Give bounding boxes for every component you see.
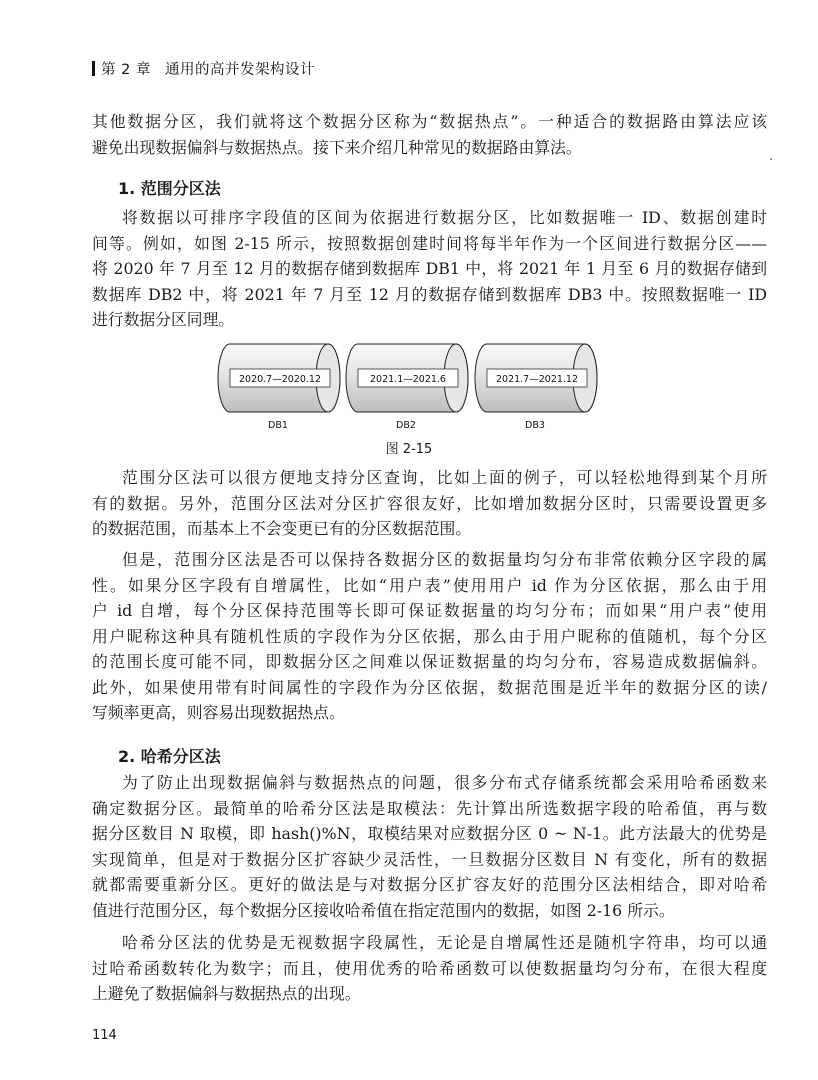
db3-name-label: DB3	[525, 420, 545, 431]
figure-caption: 图 2-15	[385, 442, 433, 457]
text-line: 值进行范围分区，每个数据分区接收哈希值在指定范围内的数据，如图 2-16 所示。	[92, 900, 675, 920]
text-line: 确定数据分区。最简单的哈希分区法是取模法：先计算出所选数据字段的哈希值，再与数	[92, 798, 767, 818]
range-paragraph-1	[92, 205, 767, 333]
database-cylinder-db3	[475, 344, 597, 431]
text-line: 将 2020 年 7 月至 12 月的数据存储到数据库 DB1 中，将 2021 年 1 月至 6 月的数据存储到	[92, 259, 767, 278]
range-paragraph-2	[92, 465, 767, 542]
text-line: 数据库 DB2 中，将 2021 年 7 月至 12 月的数据存储到数据库 DB3 中。按照数据唯一 ID	[92, 284, 767, 304]
range-paragraph-3	[92, 547, 767, 726]
header-bar	[92, 61, 95, 76]
running-header	[92, 58, 315, 79]
text-line: 间等。例如，如图 2-15 所示，按照数据创建时间将每半年作为一个区间进行数据分区——	[92, 233, 767, 253]
intro-paragraph	[92, 109, 767, 160]
text-line: 上避免了数据偏斜与数据热点的出现。	[92, 984, 361, 1003]
text-line: 为了防止出现数据偏斜与数据热点的问题，很多分布式存储系统都会采用哈希函数来	[122, 773, 767, 792]
text-line: 有的数据。另外，范围分区法对分区扩容很友好，比如增加数据分区时，只需要设置更多	[92, 493, 767, 513]
text-line: 的范围长度可能不同，即数据分区之间难以保证数据量的均匀分布，容易造成数据偏斜。	[92, 652, 767, 671]
database-cylinder-db2	[346, 344, 468, 431]
text-line: 户 id 自增，每个分区保持范围等长即可保证数据量的均匀分布；而如果“用户表”使用	[92, 601, 767, 620]
text-line: 的数据范围，而基本上不会变更已有的分区数据范围。	[92, 519, 472, 538]
text-line: 过哈希函数转化为数字；而且，使用优秀的哈希函数可以使数据量均匀分布，在很大程度	[92, 958, 767, 978]
scan-speck	[770, 158, 772, 160]
section-heading-hash: 2. 哈希分区法	[118, 747, 221, 766]
text-line: 性。如果分区字段有自增属性，比如“用户表”使用用户 id 作为分区依据，那么由于用	[92, 575, 767, 595]
text-line: 写频率更高，则容易出现数据热点。	[92, 703, 345, 722]
db1-name-label: DB1	[268, 420, 288, 431]
text-line: 据分区数目 N 取模，即 hash()%N，取模结果对应数据分区 0 ~ N-1。此方法最大的优势是	[92, 824, 767, 843]
section-heading-range: 1. 范围分区法	[118, 179, 221, 198]
hash-paragraph-2	[92, 930, 767, 1007]
text-line: 将数据以可排序字段值的区间为依据进行数据分区，比如数据唯一 ID、数据创建时	[122, 208, 767, 227]
db2-name-label: DB2	[396, 420, 416, 431]
text-line: 进行数据分区同理。	[92, 310, 235, 329]
text-line: 用户昵称这种具有随机性质的字段作为分区依据，那么由于用户昵称的值随机，每个分区	[92, 626, 767, 646]
hash-paragraph-1	[92, 770, 767, 923]
text-line: 实现简单，但是对于数据分区扩容缺少灵活性，一旦数据分区数目 N 有变化，所有的数据	[92, 849, 767, 869]
text-line: 此外，如果使用带有时间属性的字段作为分区依据，数据范围是近半年的数据分区的读/	[92, 677, 767, 697]
text-line: 范围分区法可以很方便地支持分区查询，比如上面的例子，可以轻松地得到某个月所	[122, 468, 767, 487]
page-number: 114	[92, 1028, 117, 1043]
figure-2-15-diagram	[200, 342, 620, 452]
intro-line: 避免出现数据偏斜与数据热点。接下来介绍几种常见的数据路由算法。	[92, 137, 582, 157]
intro-line: 其他数据分区，我们就将这个数据分区称为“数据热点”。一种适合的数据路由算法应该	[92, 112, 767, 131]
db1-range-label: 2020.7—2020.12	[238, 374, 322, 385]
chapter-number: 第 2 章	[101, 62, 151, 78]
db2-range-label: 2021.1—2021.6	[370, 374, 446, 385]
database-cylinder-db1	[218, 344, 340, 431]
chapter-title: 通用的高并发架构设计	[164, 62, 315, 78]
text-line: 就都需要重新分区。更好的做法是与对数据分区扩容友好的范围分区法相结合，即对哈希	[92, 875, 767, 894]
text-line: 但是，范围分区法是否可以保持各数据分区的数据量均匀分布非常依赖分区字段的属	[122, 550, 767, 569]
text-line: 哈希分区法的优势是无视数据字段属性，无论是自增属性还是随机字符串，均可以通	[122, 933, 767, 952]
db3-range-label: 2021.7—2021.12	[495, 374, 579, 385]
